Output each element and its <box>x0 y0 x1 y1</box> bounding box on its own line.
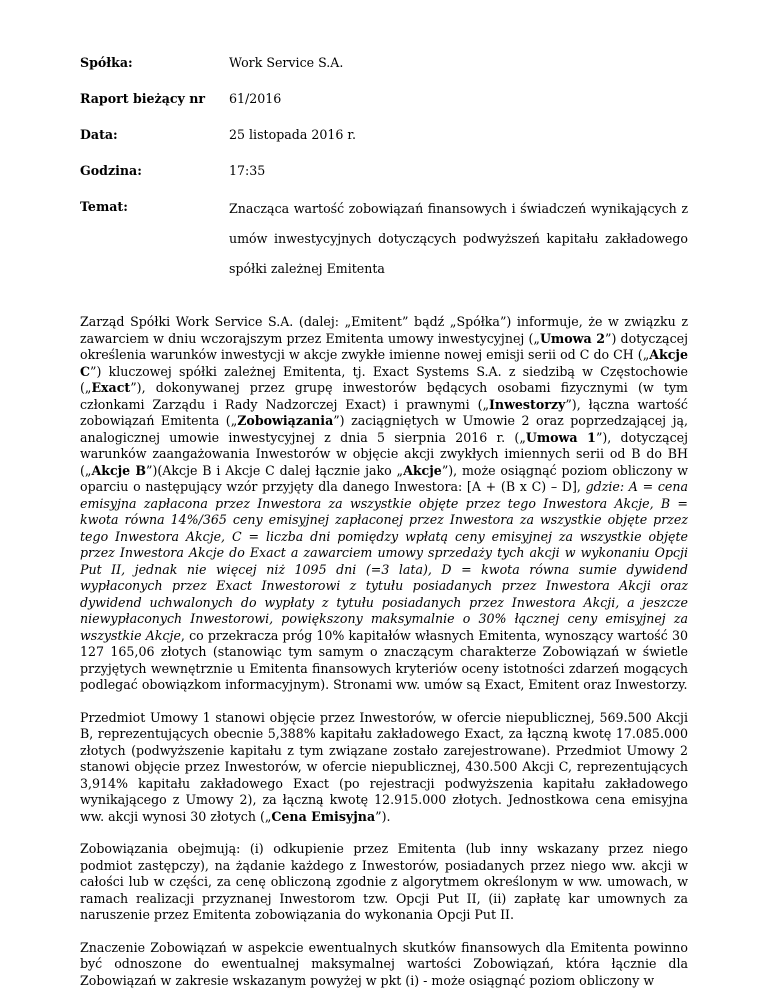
text-run: ”), dokonywanej przez grupę inwestorów będących osobami fizycznymi (w tym członkami Zarządu i Rady Nadzorczej Exact) i prawnymi („ <box>80 380 688 412</box>
text-run: Przedmiot Umowy 1 stanowi objęcie przez Inwestorów, w ofercie niepublicznej, 569.500 Akcji B, reprezentujących obecnie 5,388% kapitału zakładowego Exact, za łączną kwotę 17.085.000 złotych (podwyższenie kapitału z tym związane zostało zarejestrowane). Przedmiot Umowy 2 stanowi objęcie przez Inwestorów, w ofercie niepublicznej, 430.500 Akcji C, reprezentujących 3,914% kapitału zakładowego Exact (po rejestracji podwyższenia kapitału zakładowego wynikającego z Umowy 2), za łączną kwotę 12.915.000 złotych. Jednostkowa cena emisyjna ww. akcji wynosi 30 złotych („ <box>80 709 688 824</box>
defined-term-umowa-2: Umowa 2 <box>539 330 605 346</box>
body-paragraph-1 <box>80 314 688 694</box>
body-paragraph-4 <box>80 940 688 990</box>
text-run: , co przekracza próg 10% kapitałów własnych Emitenta, wynoszący wartość 30 127 165,06 złotych (stanowiąc tym samym o znaczącym charakterze Zobowiązań w świetle przyjętych wewnętrznie u Emitenta finansowych kryteriów oceny istotności zdarzeń mogących podlegać obowiązkom informacyjnym). Stronami ww. umów są Exact, Emitent oraz Inwestorzy. <box>80 627 688 692</box>
report-number-row <box>80 86 688 122</box>
defined-term-exact: Exact <box>91 380 131 395</box>
defined-term-akcje-b: Akcje B <box>91 462 147 478</box>
topic-label: Temat: <box>80 199 128 214</box>
text-run: ”) dotyczącej określenia warunków inwestycji w akcje zwykłe imienne nowej emisji serii od C do CH („ <box>80 330 688 362</box>
defined-term-akcje-c: Akcje C <box>80 347 688 379</box>
text-run: ”). <box>375 808 391 824</box>
report-header-table <box>80 50 688 294</box>
defined-term-inwestorzy: Inwestorzy <box>489 396 566 412</box>
text-run: ”) kluczowej spółki zależnej Emitenta, tj. Exact Systems S.A. z siedzibą w Częstochowie („ <box>80 363 688 395</box>
report-number-label: Raport bieżący nr <box>80 91 206 106</box>
defined-term-cena-emisyjna: Cena Emisyjna <box>271 808 376 824</box>
company-label: Spółka: <box>80 55 133 70</box>
formula-definition: gdzie: A = cena emisyjna zapłacona przez Inwestora za wszystkie objęte przez tego Inwestora Akcje, B = kwota równa 14%/365 ceny emisyjnej zapłaconej przez Inwestora za wszystkie objęte przez tego Inwestora Akcje, C = liczba dni pomiędzy wpłatą ceny emisyjnej za wszystkie objęte przez Inwestora Akcje do Exact a zawarciem umowy sprzedaży tych akcji w wykonaniu Opcji Put II, jednak nie więcej niż 1095 dni (=3 lata), D = kwota równa sumie dywidend wypłaconych przez Exact Inwestorowi z tytułu posiadanych przez Inwestora Akcji oraz dywidend uchwalonych do wypłaty z tytułu posiadanych przez Inwestora Akcji, a jeszcze niewypłaconych Inwestorowi, powiększony maksymalnie o 30% łącznej ceny emisyjnej za wszystkie Akcje <box>80 479 688 643</box>
date-value: 25 listopada 2016 r. <box>229 127 357 142</box>
company-row <box>80 50 688 86</box>
text-run: Zarząd Spółki Work Service S.A. (dalej: „Emitent” bądź „Spółka”) informuje, że w związku z zawarciem w dniu wczorajszym przez Emitenta umowy inwestycyjnej („ <box>80 314 688 346</box>
text-run: ”), może osiągnąć poziom obliczony w oparciu o następujący wzór przyjęty dla danego Inwestora: [A + (B x C) – D], <box>80 462 689 494</box>
topic-value: Znacząca wartość zobowiązań finansowych i świadczeń wynikających z umów inwestycyjnych dotyczących podwyższeń kapitału zakładowego spółki zależnej Emitenta <box>229 201 688 276</box>
text-run: ”)(Akcje B i Akcje C dalej łącznie jako „ <box>146 462 404 478</box>
body-paragraph-2 <box>80 710 688 826</box>
report-number-value: 61/2016 <box>229 91 282 106</box>
body-paragraph-3 <box>80 841 688 924</box>
company-value: Work Service S.A. <box>229 55 344 70</box>
text-run: ”), łączna wartość zobowiązań Emitenta („ <box>80 396 688 428</box>
defined-term-akcje: Akcje <box>403 462 442 478</box>
text-run: ”), dotyczącej warunków zaangażowania Inwestorów w objęcie akcji zwykłych imiennych serii od B do BH („ <box>80 429 688 478</box>
defined-term-zobowiazania: Zobowiązania <box>237 413 334 428</box>
date-label: Data: <box>80 127 118 142</box>
time-label: Godzina: <box>80 163 142 178</box>
date-row <box>80 122 688 158</box>
text-run: ”) zaciągniętych w Umowie 2 oraz poprzedzającej ją, analogicznej umowie inwestycyjnej z dnia 5 sierpnia 2016 r. („ <box>80 413 689 445</box>
topic-row <box>80 194 688 294</box>
text-run: Znaczenie Zobowiązań w aspekcie ewentualnych skutków finansowych dla Emitenta powinno być odnoszone do ewentualnej maksymalnej wartości Zobowiązań, która łącznie dla Zobowiązań w zakresie wskazanym powyżej w pkt (i) - może osiągnąć poziom obliczony w <box>80 939 688 988</box>
time-row <box>80 158 688 194</box>
time-value: 17:35 <box>229 163 266 178</box>
defined-term-umowa-1: Umowa 1 <box>525 429 596 445</box>
text-run: Zobowiązania obejmują: (i) odkupienie przez Emitenta (lub inny wskazany przez niego podmiot zastępczy), na żądanie każdego z Inwestorów, posiadanych przez niego ww. akcji w całości lub w części, za cenę obliczoną zgodnie z algorytmem określonym w ww. umowach, w ramach realizacji przyznanej Inwestorom tzw. Opcji Put II, (ii) zapłatę kar umownych za naruszenie przez Emitenta zobowiązania do wykonania Opcji Put II. <box>80 841 688 922</box>
